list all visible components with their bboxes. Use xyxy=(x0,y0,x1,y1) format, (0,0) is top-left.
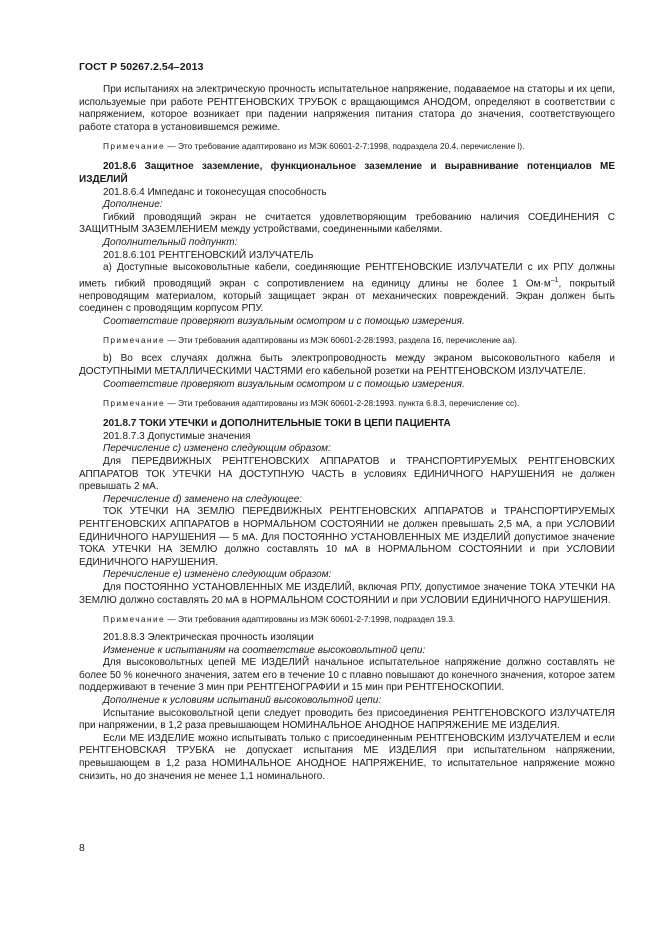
note-label: Примечание xyxy=(103,614,166,625)
item-d-replaced-label: Перечисление d) заменено на следующее: xyxy=(103,493,303,505)
note-2 xyxy=(79,335,615,346)
paragraph-flexible-screen: Гибкий проводящий экран не считается удовлетворяющим требованию наличия СОЕДИНЕНИЯ С ЗАЩИТНЫМ ЗАЗЕМЛЕНИЕМ между устройствами, соединенными кабелями. xyxy=(79,211,615,236)
paragraph-hv-test-with-emitter: Если МЕ ИЗДЕЛИЕ можно испытывать только с присоединенным РЕНТГЕНОВСКИМ ИЗЛУЧАТЕЛЕМ и если РЕНТГЕНОВСКАЯ ТРУБКА не допускает испытания МЕ ИЗДЕЛИЯ при испытательном напряжении, превышающем в 1,2 раза НОМИНАЛЬНОЕ АНОДНОЕ НАПРЯЖЕНИЕ, то испытательное напряжение можно снизить, но до значения не менее 1,1 номинального. xyxy=(79,732,615,782)
item-c-changed-label: Перечисление с) изменено следующим образом: xyxy=(103,443,331,455)
note-3 xyxy=(79,398,615,409)
note-1 xyxy=(79,141,615,152)
note-text: — Эти требования адаптированы из МЭК 60601-2-28:1993, раздела 16, перечисление аа). xyxy=(165,335,518,346)
note-4 xyxy=(79,614,615,625)
clause-201-8-6-heading: 201.8.6 Защитное заземление, функциональное заземление и выравнивание потенциалов МЕ ИЗДЕЛИЙ xyxy=(79,161,615,185)
subclause-201-8-6-4: 201.8.6.4 Импеданс и токонесущая способность xyxy=(103,186,327,198)
note-label: Примечание xyxy=(103,398,166,409)
note-text: — Эти требования адаптированы из МЭК 60601-2-7:1998, подраздел 19.3. xyxy=(165,614,456,625)
clause-201-8-7-heading: 201.8.7 ТОКИ УТЕЧКИ и ДОПОЛНИТЕЛЬНЫЕ ТОКИ В ЦЕПИ ПАЦИЕНТА xyxy=(103,418,451,430)
subclause-201-8-6-101: 201.8.6.101 РЕНТГЕНОВСКИЙ ИЗЛУЧАТЕЛЬ xyxy=(103,249,314,261)
addition-label: Дополнение: xyxy=(103,199,163,211)
test-addition-label: Дополнение к условиям испытаний высоковольтной цепи: xyxy=(103,695,382,707)
page-header-standard-number: ГОСТ Р 50267.2.54–2013 xyxy=(79,61,204,73)
compliance-check-1: Соответствие проверяют визуальным осмотром и с помощью измерения. xyxy=(103,315,465,327)
paragraph-hv-cables-part1: а) Доступные высоковольтные кабели, соединяющие РЕНТГЕНОВСКИЕ ИЗЛУЧАТЕЛИ с их РПУ должны иметь гибкий проводящий экран с сопротивлением на единицу длины не более 1 Ом·м xyxy=(79,262,615,290)
note-label: Примечание xyxy=(103,335,166,346)
note-text: — Эти требования адаптированы из МЭК 60601-2-28:1993. пункта 6.8.3, перечисление сс). xyxy=(165,398,520,409)
paragraph-hv-test-voltage: Для высоковольтных цепей МЕ ИЗДЕЛИЙ начальное испытательное напряжение должно составлять не более 50 % конечного значения, затем его в течение 10 с плавно повышают до конечного значения, которое затем поддерживают в течение 3 мин при РЕНТГЕНОГРАФИИ и 15 мин при РЕНТГЕНОСКОПИИ. xyxy=(79,657,615,694)
additional-subclause-label: Дополнительный подпункт: xyxy=(103,236,238,248)
item-e-changed-label: Перечисление е) изменено следующим образом: xyxy=(103,569,332,581)
paragraph-stator-test: При испытаниях на электрическую прочность испытательное напряжение, подаваемое на статоры и их цепи, используемые при работе РЕНТГЕНОВСКИХ ТРУБОК с вращающимся АНОДОМ, определяют в соответствии с напряжением, которое возникает при падении напряжения питания статора до значения, соответствующего работе статора в установившемся режиме. xyxy=(79,84,615,133)
page-number: 8 xyxy=(79,842,85,854)
paragraph-mobile-leakage: Для ПЕРЕДВИЖНЫХ РЕНТГЕНОВСКИХ АППАРАТОВ и ТРАНСПОРТИРУЕМЫХ РЕНТГЕНОВСКИХ АППАРАТОВ ТОК УТЕЧКИ НА ДОСТУПНУЮ ЧАСТЬ в условиях ЕДИНИЧНОГО НАРУШЕНИЯ не должен превышать 2 мА. xyxy=(79,455,615,493)
exponent: –1 xyxy=(550,276,559,284)
page-content xyxy=(79,84,615,783)
paragraph-hv-cables-part2: , покрытый непроводящим материалом, который защищает экран от механических повреждений. Экран должен быть соединен с проводящим корпусом РПУ. xyxy=(79,278,615,315)
paragraph-hv-test-without-emitter: Испытание высоковольтной цепи следует проводить без присоединения РЕНТГЕНОВСКОГО ИЗЛУЧАТЕЛЯ при напряжении, в 1,2 раза превышающем НОМИНАЛЬНОЕ АНОДНОЕ НАПРЯЖЕНИЕ МЕ ИЗДЕЛИЯ. xyxy=(79,707,615,732)
paragraph-conductivity: b) Во всех случаях должна быть электропроводность между экраном высоковольтного кабеля и ДОСТУПНЫМИ МЕТАЛЛИЧЕСКИМИ ЧАСТЯМИ его кабельной розетки на РЕНТГЕНОВСКОМ ИЗЛУЧАТЕЛЕ. xyxy=(79,353,615,378)
subclause-201-8-7-3: 201.8.7.3 Допустимые значения xyxy=(103,430,251,442)
subclause-201-8-8-3: 201.8.8.3 Электрическая прочность изоляции xyxy=(103,632,314,644)
paragraph-hv-cables xyxy=(79,262,615,316)
note-text: — Это требование адаптировано из МЭК 60601-2-7:1998, подраздела 20.4, перечисление l). xyxy=(165,141,525,152)
paragraph-earth-leakage: ТОК УТЕЧКИ НА ЗЕМЛЮ ПЕРЕДВИЖНЫХ РЕНТГЕНОВСКИХ АППАРАТОВ и ТРАНСПОРТИРУЕМЫХ РЕНТГЕНОВСКИХ АППАРАТОВ в НОРМАЛЬНОМ СОСТОЯНИИ не должен превышать 2,5 мА, а при УСЛОВИИ ЕДИНИЧНОГО НАРУШЕНИЯ — 5 мА. Для ПОСТОЯННО УСТАНОВЛЕННЫХ МЕ ИЗДЕЛИЙ допустимое значение ТОКА УТЕЧКИ НА ЗЕМЛЮ должно составлять 10 мА в НОРМАЛЬНОМ СОСТОЯНИИ и при УСЛОВИИ ЕДИНИЧНОГО НАРУШЕНИЯ. xyxy=(79,506,615,568)
paragraph-permanent-installed: Для ПОСТОЯННО УСТАНОВЛЕННЫХ МЕ ИЗДЕЛИЙ, включая РПУ, допустимое значение ТОКА УТЕЧКИ НА ЗЕМЛЮ должно составлять 20 мА в НОРМАЛЬНОМ СОСТОЯНИИ и при УСЛОВИИ ЕДИНИЧНОГО НАРУШЕНИЯ. xyxy=(79,581,615,606)
compliance-check-2: Соответствие проверяют визуальным осмотром и с помощью измерения. xyxy=(103,378,465,390)
note-label: Примечание xyxy=(103,141,166,152)
test-change-label: Изменение к испытаниям на соответствие высоковольтной цепи: xyxy=(103,644,426,656)
